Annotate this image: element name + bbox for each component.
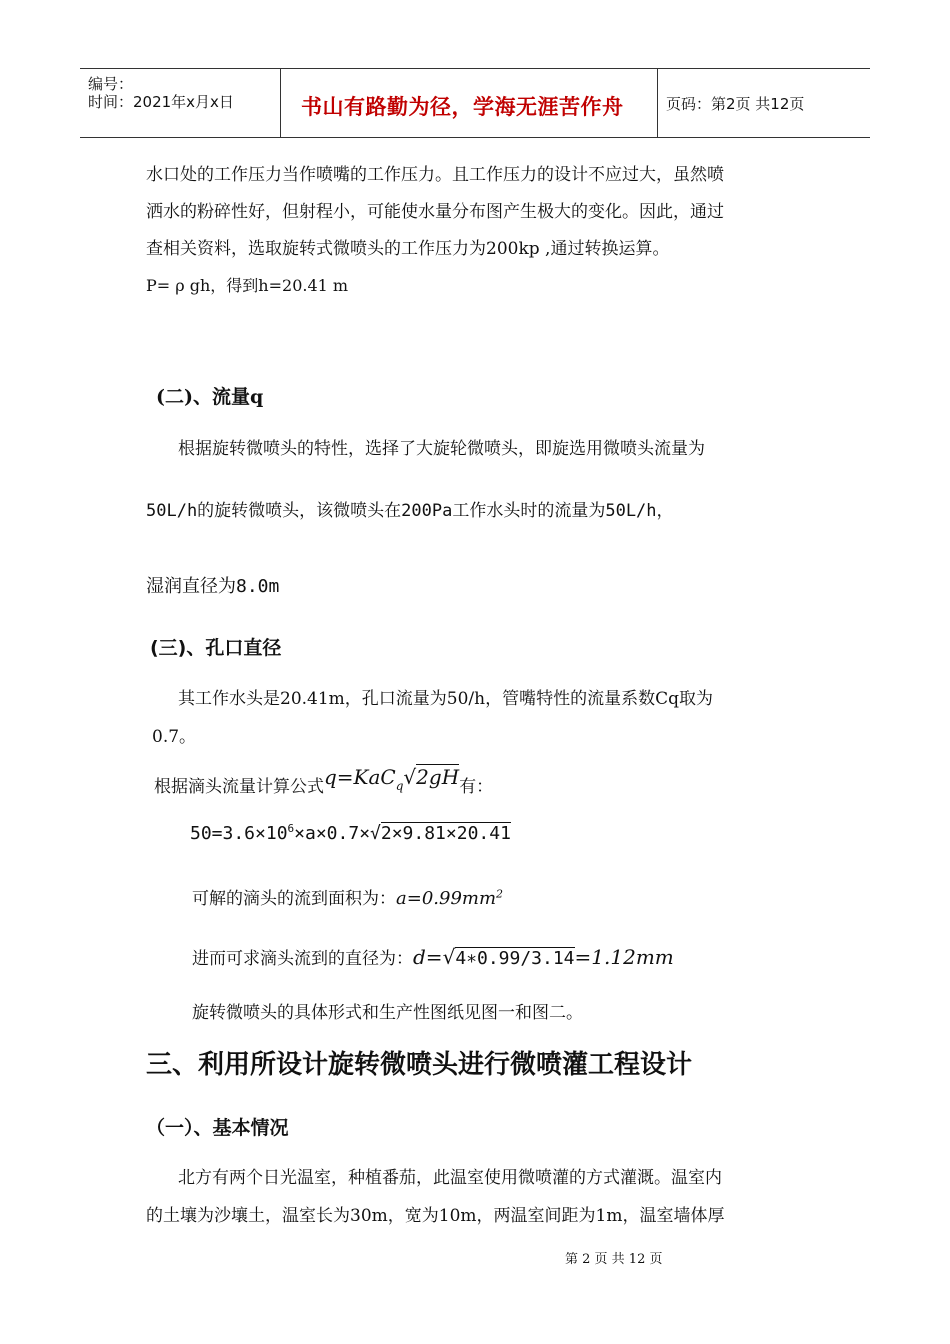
header-meta-cell xyxy=(80,69,281,137)
area-label: 可解的滴头的流到面积为： xyxy=(192,889,396,909)
para4-line2: 的土壤为沙壤土，温室长为30m，宽为10m，两温室间距为1m，温室墙体厚 xyxy=(146,1206,725,1226)
section-orifice-title: (三)、孔口直径 xyxy=(150,637,282,659)
eq3-radicand: 4∗0.99/3.14 xyxy=(455,948,575,969)
page-header xyxy=(80,68,870,138)
sqrt-icon: √ xyxy=(403,765,417,789)
eq1-radicand: 2×9.81×20.41 xyxy=(380,823,511,844)
para2-line2: 50L/h的旋转微喷头，该微喷头在200Pa工作水头时的流量为50L/h， xyxy=(146,501,674,521)
eq1-part2: ×a×0.7× xyxy=(294,823,371,844)
header-page-info: 页码：第2页 共12页 xyxy=(666,95,805,113)
para3-formula-line xyxy=(154,765,494,799)
section-flow-title: (二)、流量q xyxy=(156,386,264,408)
para3-area-line xyxy=(192,884,503,909)
eq2-exponent: 2 xyxy=(496,887,504,901)
page-footer: 第 2 页 共 12 页 xyxy=(565,1252,663,1267)
eq3-part1: d= xyxy=(413,945,443,969)
para3-line2: 0.7。 xyxy=(152,727,197,747)
para3-line1: 其工作水头是20.41m，孔口流量为50/h，管嘴特性的流量系数Cq取为 xyxy=(178,689,713,709)
para1-line2: 洒水的粉碎性好，但射程小，可能使水量分布图产生极大的变化。因此，通过 xyxy=(146,202,724,222)
formula-q-radicand: 2gH xyxy=(416,765,460,789)
header-number-label: 编号： xyxy=(88,75,134,93)
formula-q-subscript: q xyxy=(395,779,404,794)
equation-1 xyxy=(190,822,511,844)
para1-line4: P= ρ gh，得到h=20.41 m xyxy=(146,276,349,295)
subsection-basic-title: （一）、基本情况 xyxy=(146,1117,289,1139)
header-date: 时间：2021年x月x日 xyxy=(88,93,234,111)
header-motto: 书山有路勤为径，学海无涯苦作舟 xyxy=(301,95,624,119)
para3-figure-note: 旋转微喷头的具体形式和生产性图纸见图一和图二。 xyxy=(192,1003,583,1023)
sqrt-icon: √ xyxy=(442,945,456,969)
eq1-part1: 50=3.6×10 xyxy=(190,823,288,844)
para2-line1: 根据旋转微喷头的特性，选择了大旋轮微喷头，即旋选用微喷头流量为 xyxy=(178,439,705,459)
para1-line3: 查相关资料，选取旋转式微喷头的工作压力为200kp ,通过转换运算。 xyxy=(146,239,670,259)
sqrt-icon: √ xyxy=(370,823,381,844)
para3-diameter-line xyxy=(192,944,674,969)
equation-2: a=0.99mm xyxy=(396,888,497,909)
header-motto-cell xyxy=(281,69,658,137)
chapter-3-title: 三、利用所设计旋转微喷头进行微喷灌工程设计 xyxy=(146,1050,693,1080)
formula-suffix: 有： xyxy=(459,777,494,797)
formula-intro: 根据滴头流量计算公式 xyxy=(154,777,324,797)
eq3-part2: =1.12mm xyxy=(574,945,674,969)
para1-line1: 水口处的工作压力当作喷嘴的工作压力。且工作压力的设计不应过大，虽然喷 xyxy=(146,165,724,185)
para4-line1: 北方有两个日光温室，种植番茄，此温室使用微喷灌的方式灌溉。温室内 xyxy=(178,1168,722,1188)
eq1-exponent: 6 xyxy=(287,822,295,835)
para2-line3: 湿润直径为8.0m xyxy=(146,576,280,597)
diameter-label: 进而可求滴头流到的直径为： xyxy=(192,949,413,969)
formula-q: q=KaC xyxy=(324,765,396,789)
